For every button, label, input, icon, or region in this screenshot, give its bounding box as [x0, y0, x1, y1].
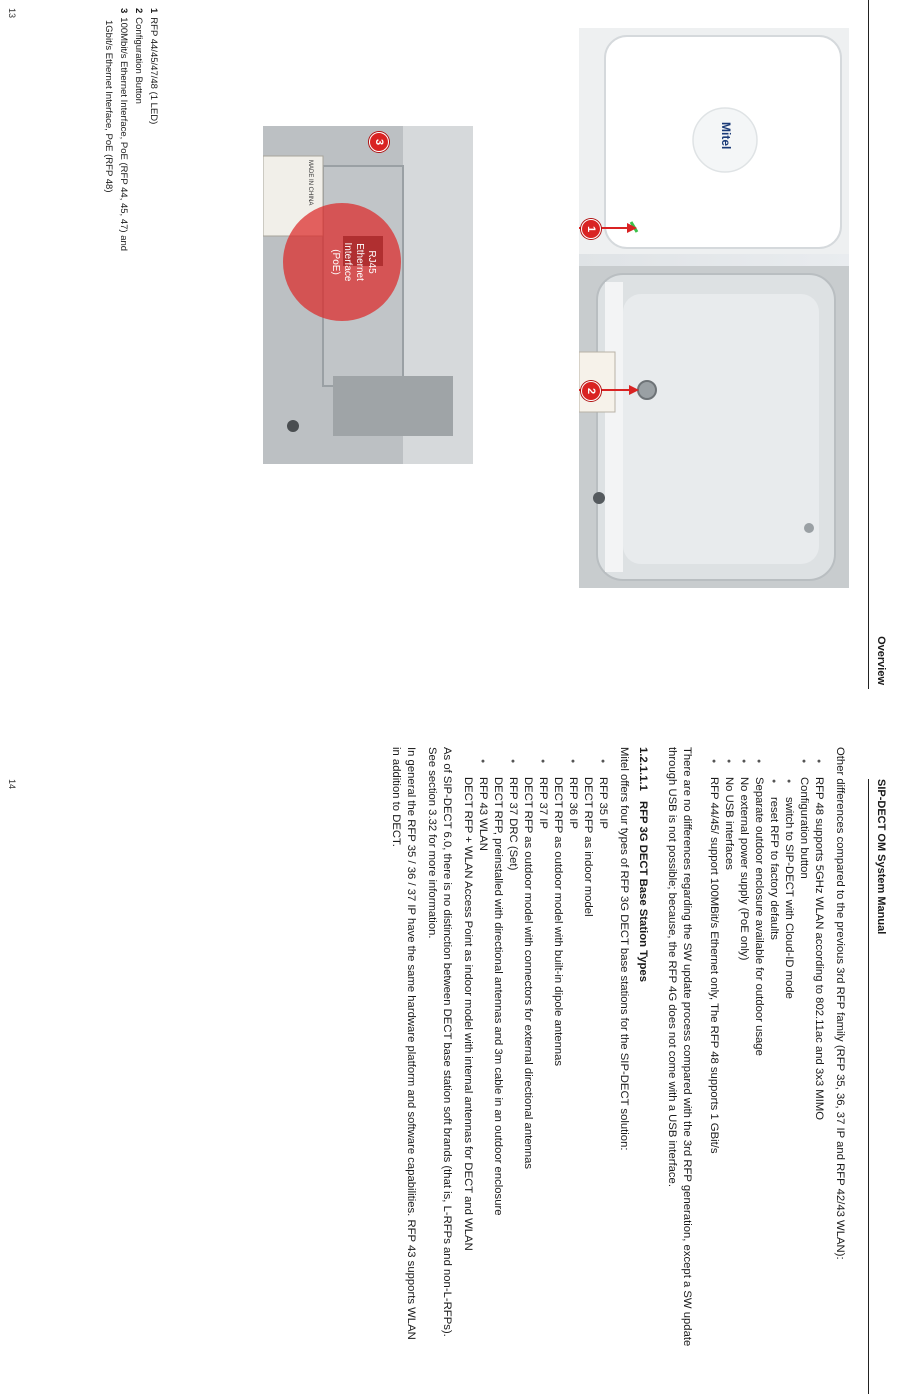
device-label-text: MADE IN CHINA — [307, 160, 313, 206]
rj45-label — [329, 226, 377, 298]
list-item: ● No USB interfaces — [721, 747, 736, 1347]
page-number: 13 — [7, 8, 17, 19]
general-paragraph: In general the RFP 35 / 36 / 37 IP have the same hardware platform and software capabilities. RFP 43 supports WLAN in addition to DECT. — [390, 747, 417, 1340]
legend-number: 2 — [133, 8, 144, 14]
rj45-label-line: Ethernet — [354, 243, 365, 281]
section-number: 1.2.1.1.1 — [637, 747, 649, 791]
mitel-logo: Mitel — [719, 122, 733, 150]
list-item: ● switch to SIP-DECT with Cloud-ID mode — [781, 747, 796, 1347]
legend-text: Configuration Button — [133, 17, 144, 104]
rfp-device-photo — [579, 28, 849, 588]
page-number: 14 — [7, 779, 17, 790]
list-item: ● RFP 44/45/ support 100MBit/s Ethernet only, The RFP 48 supports 1 GBit/s — [706, 747, 721, 1347]
list-item: ● Configuration button — [796, 747, 811, 1347]
legend-text: RFP 44/45/47/48 (1 LED) — [148, 17, 159, 125]
list-item-description: DECT RFP as outdoor model with connectors for external directional antennas — [522, 777, 534, 1170]
ethernet-port-photo — [263, 126, 473, 464]
page-14 — [0, 697, 901, 1394]
section-title: RFP 3G DECT Base Station Types — [637, 800, 649, 982]
page-header: Overview — [875, 636, 887, 685]
legend-item — [131, 8, 146, 251]
figure-legend — [101, 8, 161, 251]
list-item: ● RFP 37 DRC (Set) — [505, 747, 520, 1347]
callout-2: 2 — [581, 381, 601, 401]
list-item-description: DECT RFP as outdoor model with built-in dipole antennas — [552, 777, 564, 1067]
list-item: ● reset RFP to factory defaults — [766, 747, 781, 1347]
list-item: ● RFP 36 IP — [565, 747, 580, 1347]
sip-dect-paragraph: As of SIP-DECT 6.0, there is no distinction between DECT base station soft brands (that is, L-RFPs and non-L-RFPs). See section 3.32 for more information. — [426, 747, 453, 1337]
legend-number: 1 — [148, 8, 159, 14]
page-body — [382, 747, 847, 1347]
rj45-label-line: Interface — [342, 242, 353, 282]
rj45-label-line: RJ45 — [366, 250, 377, 274]
header-rule — [868, 779, 869, 1394]
list-item: ● RFP 43 WLAN — [475, 747, 490, 1347]
differences-list — [706, 747, 826, 1347]
intro-paragraph: Other differences compared to the previous 3rd RFP family (RFP 35, 36, 37 IP and RFP 42/43 WLAN): — [834, 747, 846, 1260]
list-item-description: DECT RFP as indoor model — [582, 777, 594, 917]
sw-update-paragraph: There are no differences regarding the SW update process compared with the 3rd RFP generation, except a SW update through USB is not possible; because, the RFP 4G does not come with a USB interface. — [666, 747, 693, 1347]
list-item-description: DECT RFP, preinstalled with directional antennas and 3m cable in an outdoor enclosure — [492, 777, 504, 1216]
legend-item — [146, 8, 161, 251]
list-item: ● Separate outdoor enclosure available for outdoor usage — [751, 747, 766, 1347]
legend-item — [101, 8, 116, 251]
rfp-device-illustration — [579, 28, 849, 588]
list-item: ● No external power supply (PoE only) — [736, 747, 751, 1347]
callout-1: 1 — [581, 219, 601, 239]
legend-text: 1Gbit/s Ethernet Interface, PoE (RFP 48) — [103, 20, 114, 193]
legend-text: 100Mbit/s Ethernet Interface, PoE (RFP 44, 45, 47) and — [118, 17, 129, 252]
legend-item — [116, 8, 131, 251]
list-item: ● RFP 35 IP — [595, 747, 610, 1347]
page-header: SIP-DECT OM System Manual — [875, 779, 887, 935]
section-intro: Mitel offers four types of RFP 3G DECT base stations for the SIP-DECT solution: — [618, 747, 630, 1151]
list-item: ● RFP 37 IP — [535, 747, 550, 1347]
rj45-label-line: (PoE) — [330, 249, 341, 275]
list-item: ● RFP 48 supports 5GHz WLAN according to 802.11ac and 3x3 MIMO — [811, 747, 826, 1347]
rfp-types-list — [460, 747, 610, 1347]
list-item-description: DECT RFP + WLAN Access Point as indoor model with internal antennas for DECT and WLAN — [462, 777, 474, 1251]
callout-3: 3 — [369, 132, 389, 152]
legend-number: 3 — [118, 8, 129, 14]
section-heading — [635, 747, 650, 1347]
header-rule — [868, 0, 869, 689]
